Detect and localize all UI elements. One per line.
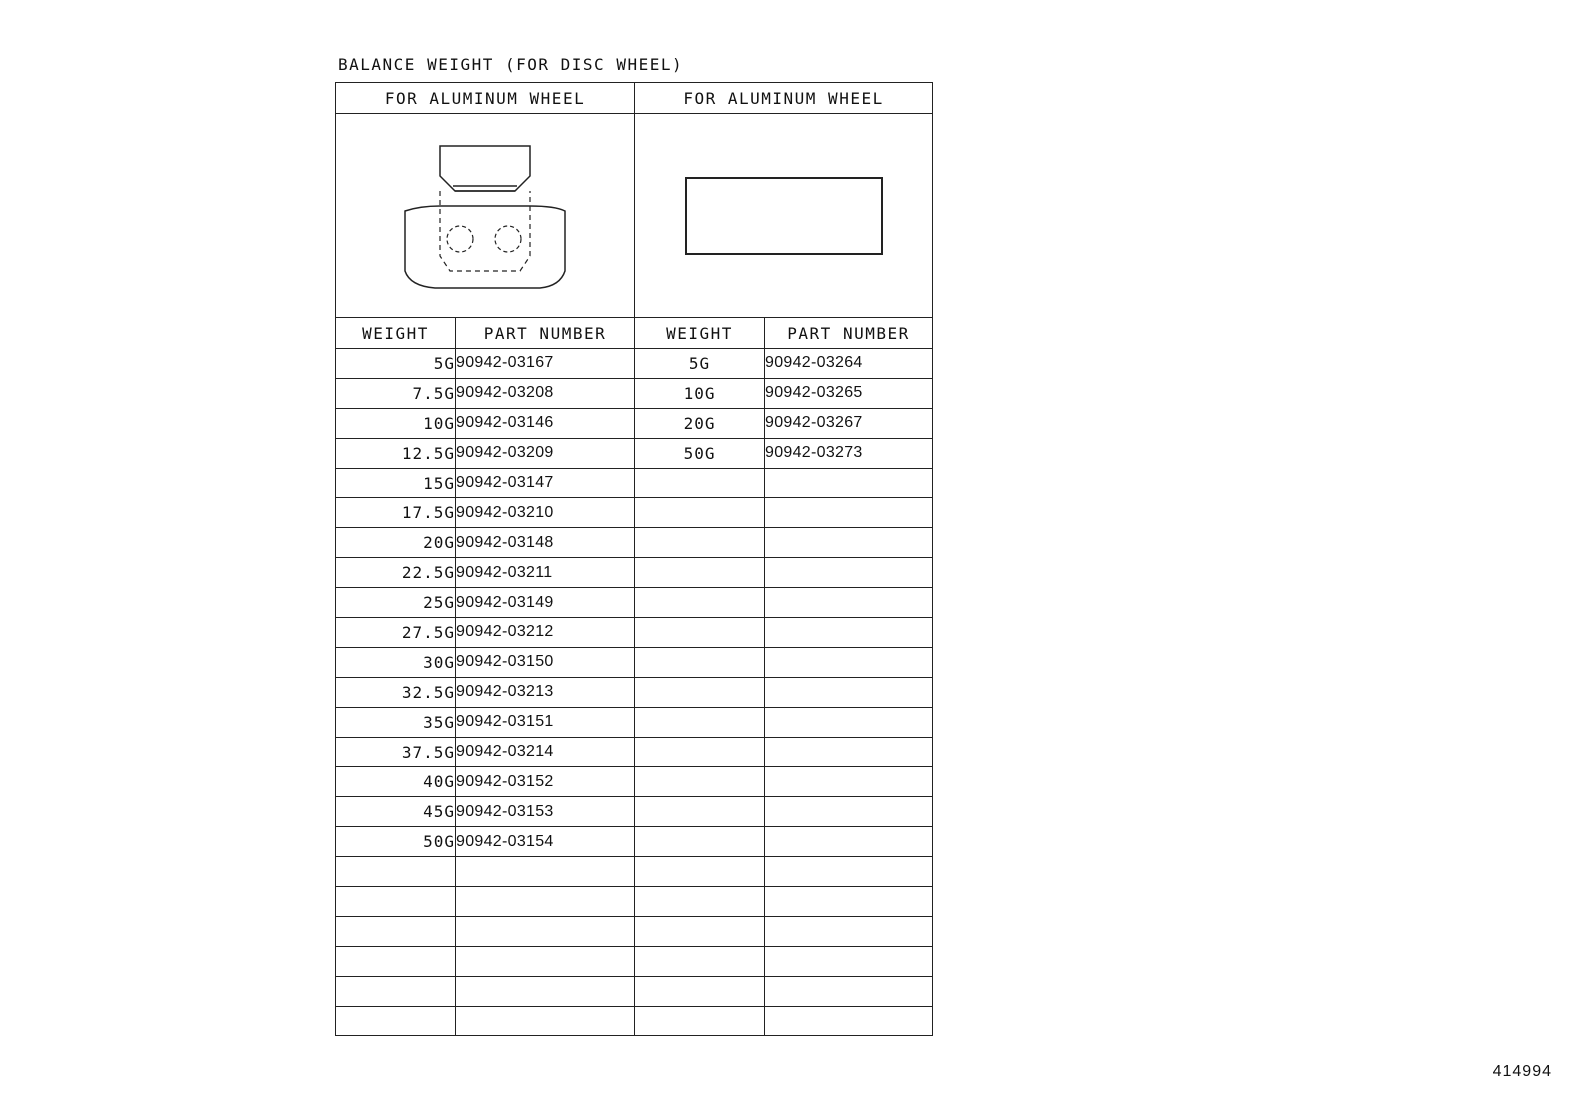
weight-left-cell: 45G (336, 797, 456, 827)
weight-right-cell (635, 588, 765, 618)
part-number-left-cell: 90942-03213 (456, 677, 635, 707)
weight-left-cell: 35G (336, 707, 456, 737)
weight-right-cell (635, 767, 765, 797)
weight-right-cell (635, 1006, 765, 1036)
part-number-right-cell (765, 976, 933, 1006)
weight-right-cell: 10G (635, 378, 765, 408)
weight-left-cell: 32.5G (336, 677, 456, 707)
part-number-left-cell: 90942-03152 (456, 767, 635, 797)
weight-right-cell (635, 737, 765, 767)
table-row (336, 349, 933, 379)
table-row (336, 498, 933, 528)
part-number-left-cell: 90942-03151 (456, 707, 635, 737)
part-number-right-cell (765, 857, 933, 887)
weight-right-cell (635, 946, 765, 976)
part-number-left-cell: 90942-03149 (456, 588, 635, 618)
weight-right-cell (635, 558, 765, 588)
weight-right-cell (635, 916, 765, 946)
weight-right-cell (635, 976, 765, 1006)
part-number-right-cell (765, 946, 933, 976)
part-number-left-cell: 90942-03210 (456, 498, 635, 528)
illustration-cell-right (635, 114, 933, 318)
table-row (336, 857, 933, 887)
weight-right-cell (635, 857, 765, 887)
part-number-left-cell: 90942-03212 (456, 618, 635, 648)
weight-right-cell: 5G (635, 349, 765, 379)
weight-left-cell: 15G (336, 468, 456, 498)
part-number-left-cell (456, 916, 635, 946)
weight-right-cell (635, 797, 765, 827)
part-number-right-cell (765, 767, 933, 797)
section-header-row (336, 83, 933, 114)
weight-right-cell (635, 707, 765, 737)
part-number-left-cell: 90942-03209 (456, 438, 635, 468)
part-number-right-cell: 90942-03273 (765, 438, 933, 468)
part-number-left-cell (456, 1006, 635, 1036)
weight-right-cell (635, 887, 765, 917)
part-number-right-cell: 90942-03264 (765, 349, 933, 379)
part-number-right-cell (765, 618, 933, 648)
part-number-right-cell (765, 528, 933, 558)
table-row (336, 916, 933, 946)
part-number-right-cell (765, 887, 933, 917)
weight-left-cell: 5G (336, 349, 456, 379)
adhesive-balance-weight-icon (684, 176, 884, 256)
part-number-right-cell (765, 797, 933, 827)
table-row (336, 707, 933, 737)
weight-left-cell: 37.5G (336, 737, 456, 767)
part-number-left-cell: 90942-03214 (456, 737, 635, 767)
table-row (336, 558, 933, 588)
illustration-row (336, 114, 933, 318)
weight-left-cell: 25G (336, 588, 456, 618)
column-header-row (336, 318, 933, 349)
weight-right-cell (635, 827, 765, 857)
table-row (336, 408, 933, 438)
weight-left-cell (336, 976, 456, 1006)
table-row (336, 1006, 933, 1036)
part-number-right-cell: 90942-03265 (765, 378, 933, 408)
part-number-right-cell (765, 827, 933, 857)
clip-on-balance-weight-icon (395, 136, 575, 296)
weight-right-cell (635, 677, 765, 707)
weight-left-cell (336, 887, 456, 917)
table-row (336, 468, 933, 498)
diagram-id: 414994 (1492, 1063, 1552, 1080)
part-number-right-cell (765, 468, 933, 498)
section-header-right: FOR ALUMINUM WHEEL (635, 83, 933, 114)
part-number-left-cell (456, 857, 635, 887)
table-row (336, 797, 933, 827)
part-number-right-cell (765, 1006, 933, 1036)
weight-left-cell: 7.5G (336, 378, 456, 408)
part-number-right-cell (765, 558, 933, 588)
weight-left-cell (336, 946, 456, 976)
part-number-right-cell (765, 588, 933, 618)
part-number-left-cell: 90942-03153 (456, 797, 635, 827)
part-number-left-cell: 90942-03146 (456, 408, 635, 438)
part-number-right-cell (765, 677, 933, 707)
weight-left-cell: 10G (336, 408, 456, 438)
weight-left-cell: 12.5G (336, 438, 456, 468)
weight-left-cell: 30G (336, 647, 456, 677)
part-number-left-cell: 90942-03154 (456, 827, 635, 857)
table-row (336, 976, 933, 1006)
part-number-right-cell: 90942-03267 (765, 408, 933, 438)
table-row (336, 737, 933, 767)
part-number-left-cell: 90942-03211 (456, 558, 635, 588)
weight-right-cell (635, 468, 765, 498)
weight-right-cell: 50G (635, 438, 765, 468)
table-row (336, 946, 933, 976)
weight-left-cell (336, 857, 456, 887)
part-number-left-cell (456, 976, 635, 1006)
col-weight-left: WEIGHT (336, 318, 456, 349)
weight-left-cell: 40G (336, 767, 456, 797)
table-row (336, 588, 933, 618)
table-row (336, 618, 933, 648)
col-part-right: PART NUMBER (765, 318, 933, 349)
part-number-left-cell: 90942-03167 (456, 349, 635, 379)
weight-right-cell (635, 498, 765, 528)
weight-left-cell: 27.5G (336, 618, 456, 648)
part-number-left-cell: 90942-03147 (456, 468, 635, 498)
weight-right-cell (635, 618, 765, 648)
section-header-left: FOR ALUMINUM WHEEL (336, 83, 635, 114)
col-part-left: PART NUMBER (456, 318, 635, 349)
part-number-left-cell (456, 946, 635, 976)
table-row (336, 378, 933, 408)
parts-table (335, 82, 933, 1036)
part-number-right-cell (765, 916, 933, 946)
parts-table-body (336, 349, 933, 1036)
table-row (336, 528, 933, 558)
weight-left-cell: 20G (336, 528, 456, 558)
table-row (336, 827, 933, 857)
table-row (336, 767, 933, 797)
table-row (336, 677, 933, 707)
part-number-left-cell (456, 887, 635, 917)
part-number-left-cell: 90942-03150 (456, 647, 635, 677)
part-number-left-cell: 90942-03148 (456, 528, 635, 558)
part-number-left-cell: 90942-03208 (456, 378, 635, 408)
weight-left-cell (336, 1006, 456, 1036)
table-row (336, 647, 933, 677)
part-number-right-cell (765, 737, 933, 767)
weight-left-cell: 50G (336, 827, 456, 857)
illustration-cell-left (336, 114, 635, 318)
table-row (336, 887, 933, 917)
weight-right-cell (635, 647, 765, 677)
weight-left-cell (336, 916, 456, 946)
part-number-right-cell (765, 707, 933, 737)
weight-right-cell: 20G (635, 408, 765, 438)
table-row (336, 438, 933, 468)
page-title: BALANCE WEIGHT (FOR DISC WHEEL) (338, 55, 684, 74)
weight-left-cell: 22.5G (336, 558, 456, 588)
part-number-right-cell (765, 498, 933, 528)
weight-right-cell (635, 528, 765, 558)
part-number-right-cell (765, 647, 933, 677)
weight-left-cell: 17.5G (336, 498, 456, 528)
col-weight-right: WEIGHT (635, 318, 765, 349)
